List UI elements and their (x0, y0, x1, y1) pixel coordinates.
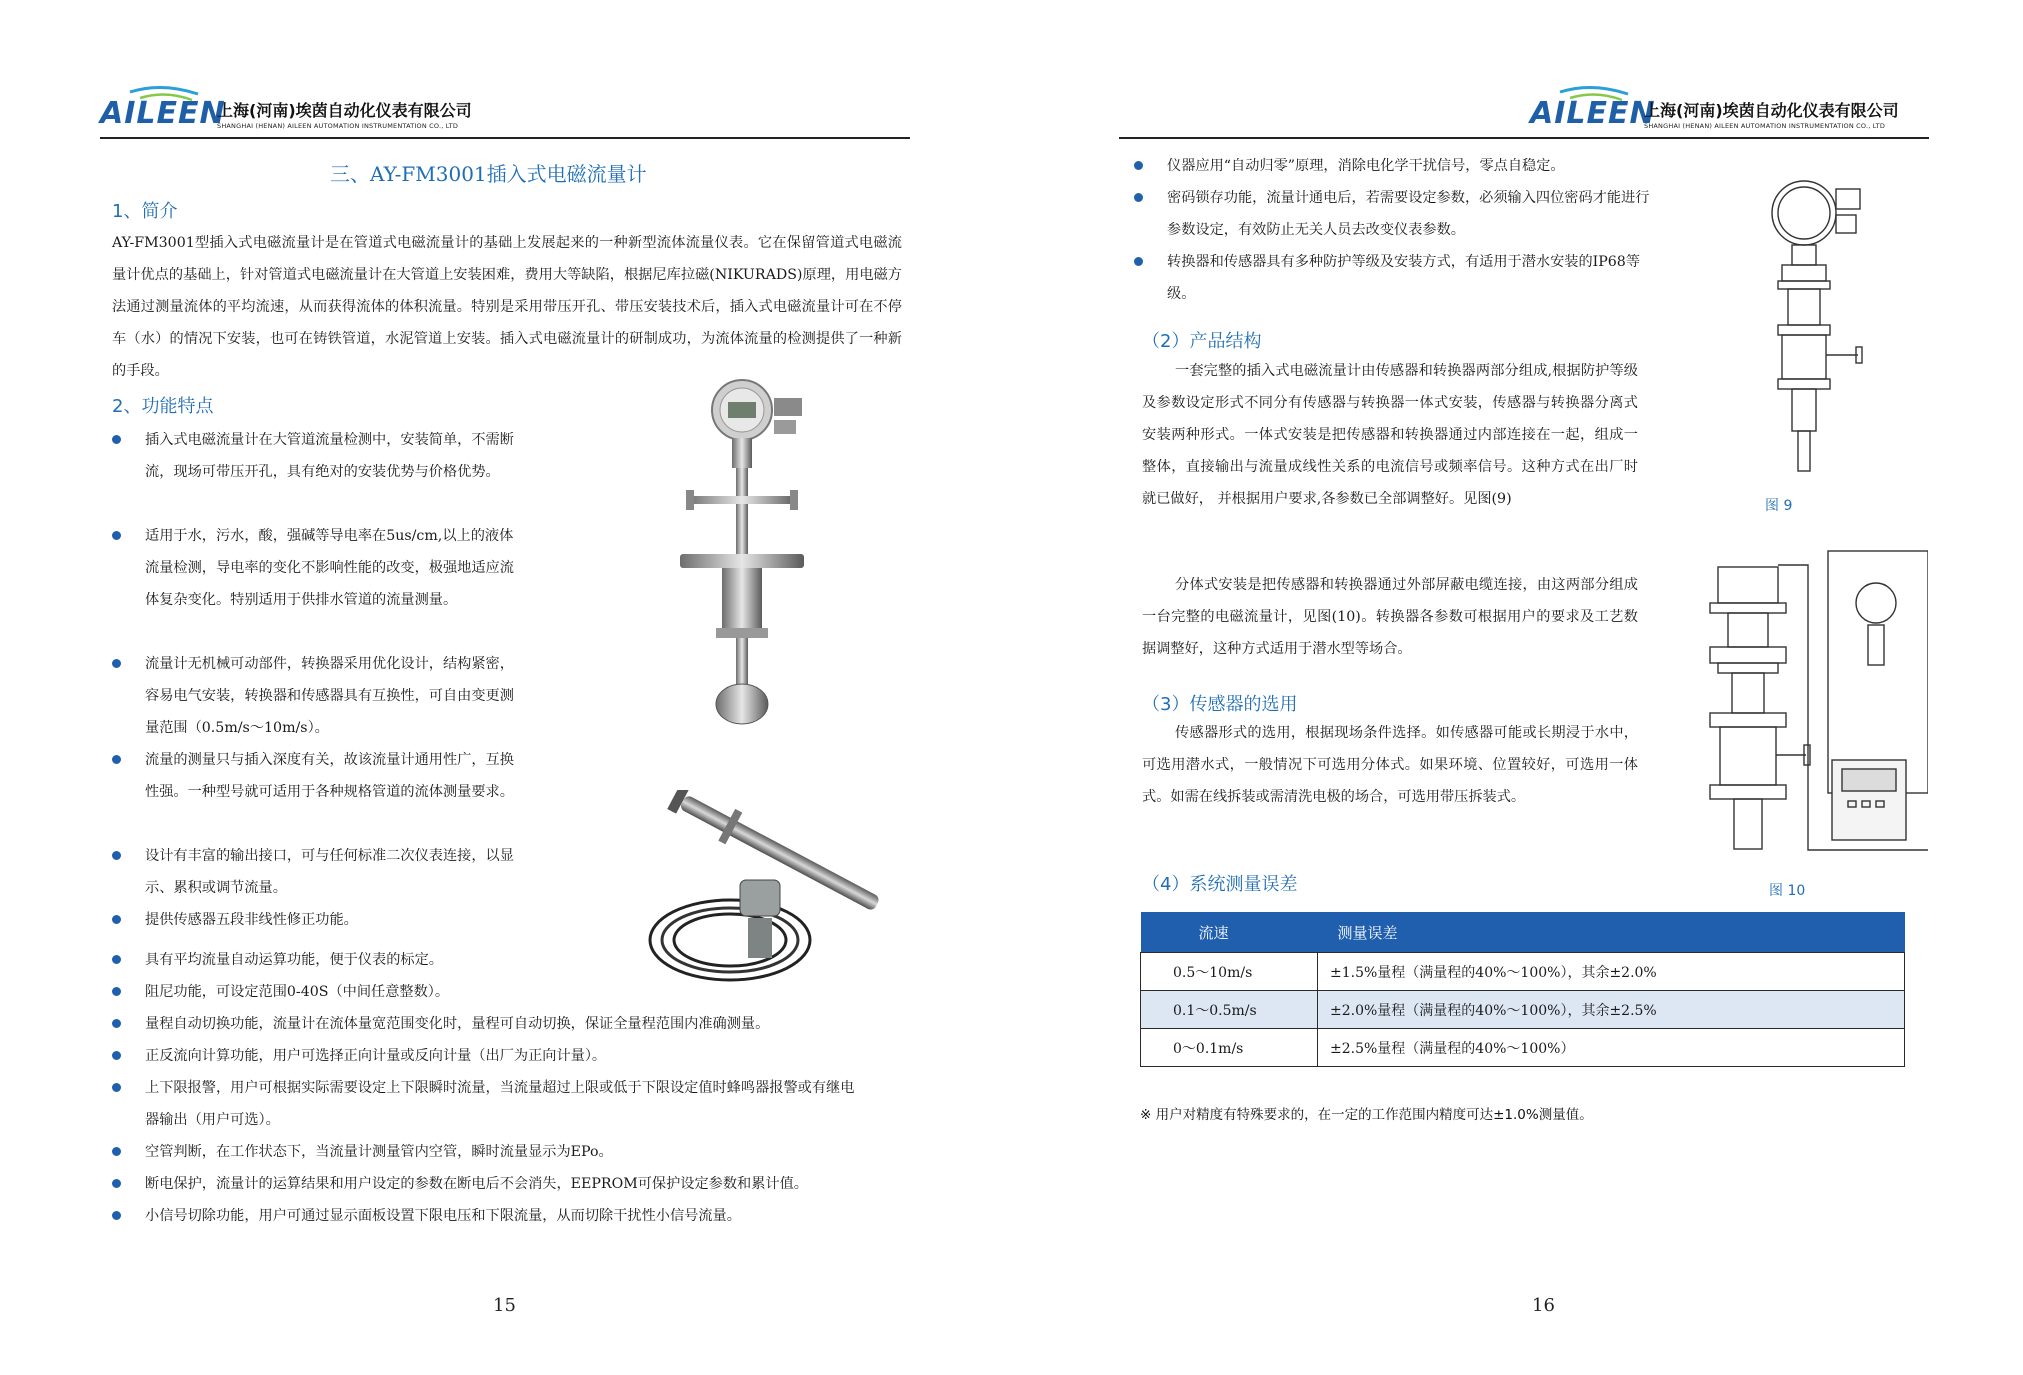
feature-bullet (112, 1008, 912, 1040)
insertion-flowmeter-photo (670, 378, 820, 758)
figure-9-drawing (1752, 175, 1872, 480)
bullet-dot-icon (1134, 161, 1143, 170)
feature-bullet (112, 840, 524, 904)
feature-bullet (112, 1136, 912, 1168)
table-header-error: 测量误差 (1318, 912, 1905, 953)
company-name-cn: 上海(河南)埃茵自动化仪表有限公司 (1644, 101, 1899, 120)
feature-bullet (1134, 150, 1654, 182)
feature-text: 断电保护，流量计的运算结果和用户设定的参数在断电后不会消失，EEPROM可保护设定参数和累计值。 (145, 1176, 808, 1192)
bullet-dot-icon (112, 1083, 121, 1092)
feature-bullet (112, 744, 524, 840)
feature-bullet (112, 520, 524, 648)
feature-text: 设计有丰富的输出接口，可与任何标准二次仪表连接，以显示、累积或调节流量。 (145, 848, 514, 896)
table-cell-error: ±2.5%量程（满量程的40%～100%） (1318, 1029, 1905, 1067)
page-number: 15 (493, 1295, 516, 1316)
page-title: 三、AY-FM3001插入式电磁流量计 (330, 162, 647, 186)
company-name-cn: 上海(河南)埃茵自动化仪表有限公司 (217, 101, 472, 120)
bullet-dot-icon (112, 851, 121, 860)
feature-text: 流量计无机械可动部件，转换器采用优化设计，结构紧密，容易电气安装，转换器和传感器具有互换性，可自由变更测量范围（0.5m/s～10m/s）。 (145, 656, 514, 736)
bullet-dot-icon (112, 987, 121, 996)
intro-heading: 1、简介 (112, 201, 178, 222)
sensor-heading: （3）传感器的选用 (1142, 694, 1298, 715)
company-name-en: SHANGHAI (HENAN) AILEEN AUTOMATION INSTRUMENTATION CO., LTD (217, 122, 459, 130)
sensor-text: 传感器形式的选用，根据现场条件选择。如传感器可能或长期浸于水中，可选用潜水式，一般情况下可选用分体式。如果环境、位置较好，可选用一体式。如需在线拆装或需清洗电极的场合，可选用带压拆装式。 (1142, 725, 1638, 805)
error-heading: （4）系统测量误差 (1142, 874, 1298, 895)
table-cell-speed: 0.5～10m/s (1141, 953, 1318, 991)
bullet-dot-icon (112, 1179, 121, 1188)
submersible-flowmeter-photo (640, 790, 900, 990)
table-cell-error: ±2.0%量程（满量程的40%～100%），其余±2.5% (1318, 991, 1905, 1029)
table-cell-speed: 0.1～0.5m/s (1141, 991, 1318, 1029)
feature-text: 适用于水，污水，酸，强碱等导电率在5us/cm,以上的液体流量检测，导电率的变化不影响性能的改变，极强地适应流体复杂变化。特别适用于供排水管道的流量测量。 (145, 528, 514, 608)
page-number: 16 (1532, 1295, 1555, 1316)
feature-bullet (112, 648, 524, 744)
feature-bullet (112, 1040, 912, 1072)
right-page (1012, 0, 2023, 1375)
feature-text: 上下限报警，用户可根据实际需要设定上下限瞬时流量，当流量超过上限或低于下限设定值时蜂鸣器报警或有继电器输出（用户可选）。 (145, 1080, 855, 1128)
feature-text: 提供传感器五段非线性修正功能。 (145, 912, 358, 928)
table-row (1141, 953, 1905, 991)
table-cell-speed: 0～0.1m/s (1141, 1029, 1318, 1067)
feature-bullet (112, 1168, 912, 1200)
feature-text: 转换器和传感器具有多种防护等级及安装方式，有适用于潜水安装的IP68等级。 (1167, 254, 1641, 302)
feature-bullet (1134, 182, 1654, 246)
bullet-dot-icon (112, 755, 121, 764)
error-table (1140, 912, 1905, 1067)
bullet-dot-icon (112, 915, 121, 924)
structure-text-2: 分体式安装是把传感器和转换器通过外部屏蔽电缆连接，由这两部分组成一台完整的电磁流量计，见图(10)。转换器各参数可根据用户的要求及工艺数据调整好，这种方式适用于潜水型等场合。 (1142, 577, 1638, 657)
bullet-dot-icon (112, 531, 121, 540)
logo-word: AILEEN (100, 96, 226, 131)
bullet-dot-icon (112, 1051, 121, 1060)
feature-bullet (112, 424, 524, 520)
feature-text: 密码锁存功能，流量计通电后，若需要设定参数，必须输入四位密码才能进行参数设定，有效防止无关人员去改变仪表参数。 (1167, 190, 1650, 238)
figure-9-caption: 图 9 (1765, 498, 1793, 514)
bullet-dot-icon (1134, 257, 1143, 266)
feature-text: 小信号切除功能，用户可通过显示面板设置下限电压和下限流量，从而切除干扰性小信号流量。 (145, 1208, 741, 1224)
feature-text: 空管判断，在工作状态下，当流量计测量管内空管，瞬时流量显示为EPo。 (145, 1144, 613, 1160)
feature-text: 插入式电磁流量计在大管道流量检测中，安装简单，不需断流，现场可带压开孔，具有绝对的安装优势与价格优势。 (145, 432, 514, 480)
page-header (100, 92, 920, 138)
table-row (1141, 1029, 1905, 1067)
header-rule (100, 137, 910, 139)
bullet-dot-icon (112, 1211, 121, 1220)
bullet-dot-icon (1134, 193, 1143, 202)
bullet-dot-icon (112, 1019, 121, 1028)
bullet-dot-icon (112, 659, 121, 668)
bullet-dot-icon (112, 435, 121, 444)
left-page (0, 0, 1011, 1375)
feature-text: 正反流向计算功能，用户可选择正向计量或反向计量（出厂为正向计量）。 (145, 1048, 607, 1064)
figure-10-caption: 图 10 (1769, 883, 1806, 899)
feature-text: 流量的测量只与插入深度有关，故该流量计通用性广，互换性强。一种型号就可适用于各种规格管道的流体测量要求。 (145, 752, 514, 800)
table-header-speed: 流速 (1141, 912, 1318, 953)
table-cell-error: ±1.5%量程（满量程的40%～100%），其余±2.0% (1318, 953, 1905, 991)
structure-text-1: 一套完整的插入式电磁流量计由传感器和转换器两部分组成,根据防护等级及参数设定形式不同分有传感器与转换器一体式安装，传感器与转换器分离式安装两种形式。一体式安装是把传感器和转换器通过内部连接在一起，组成一整体，直接输出与流量成线性关系的电流信号或频率信号。这种方式在出厂时就已做好， 并根据用户要求,各参数已全部调整好。见图(9) (1142, 363, 1638, 507)
feature-text: 量程自动切换功能，流量计在流体量宽范围变化时，量程可自动切换，保证全量程范围内准确测量。 (145, 1016, 770, 1032)
feature-text: 具有平均流量自动运算功能，便于仪表的标定。 (145, 952, 443, 968)
feature-bullet (1134, 246, 1654, 310)
feature-text: 阻尼功能，可设定范围0-40S（中间任意整数）。 (145, 984, 450, 1000)
feature-text: 仪器应用“自动归零”原理，消除电化学干扰信号，零点自稳定。 (1167, 158, 1565, 174)
table-header-row (1141, 912, 1905, 953)
intro-text: AY-FM3001型插入式电磁流量计是在管道式电磁流量计的基础上发展起来的一种新型流体流量仪表。它在保留管道式电磁流量计优点的基础上，针对管道式电磁流量计在大管道上安装困难，费用大等缺陷，根据尼库拉磁(NIKURADS)原理，用电磁方法通过测量流体的平均流速，从而获得流体的体积流量。特别是采用带压开孔、带压安装技术后，插入式电磁流量计可在不停车（水）的情况下安装，也可在铸铁管道，水泥管道上安装。插入式电磁流量计的研制成功，为流体流量的检测提供了一种新的手段。 (112, 235, 902, 379)
page-header (1530, 92, 2010, 138)
bullet-dot-icon (112, 955, 121, 964)
feature-bullet (112, 1072, 862, 1136)
company-name-en: SHANGHAI (HENAN) AILEEN AUTOMATION INSTRUMENTATION CO., LTD (1644, 122, 1886, 130)
feature-bullet (112, 904, 524, 936)
feature-bullet (112, 1200, 912, 1232)
bullet-dot-icon (112, 1147, 121, 1156)
logo-word: AILEEN (1530, 96, 1656, 131)
structure-heading: （2）产品结构 (1142, 331, 1262, 352)
figure-10-drawing (1688, 545, 1928, 855)
precision-note: ※ 用户对精度有特殊要求的，在一定的工作范围内精度可达±1.0%测量值。 (1140, 1107, 1593, 1123)
table-row (1141, 991, 1905, 1029)
features-heading: 2、功能特点 (112, 396, 214, 417)
header-rule (1119, 137, 1929, 139)
